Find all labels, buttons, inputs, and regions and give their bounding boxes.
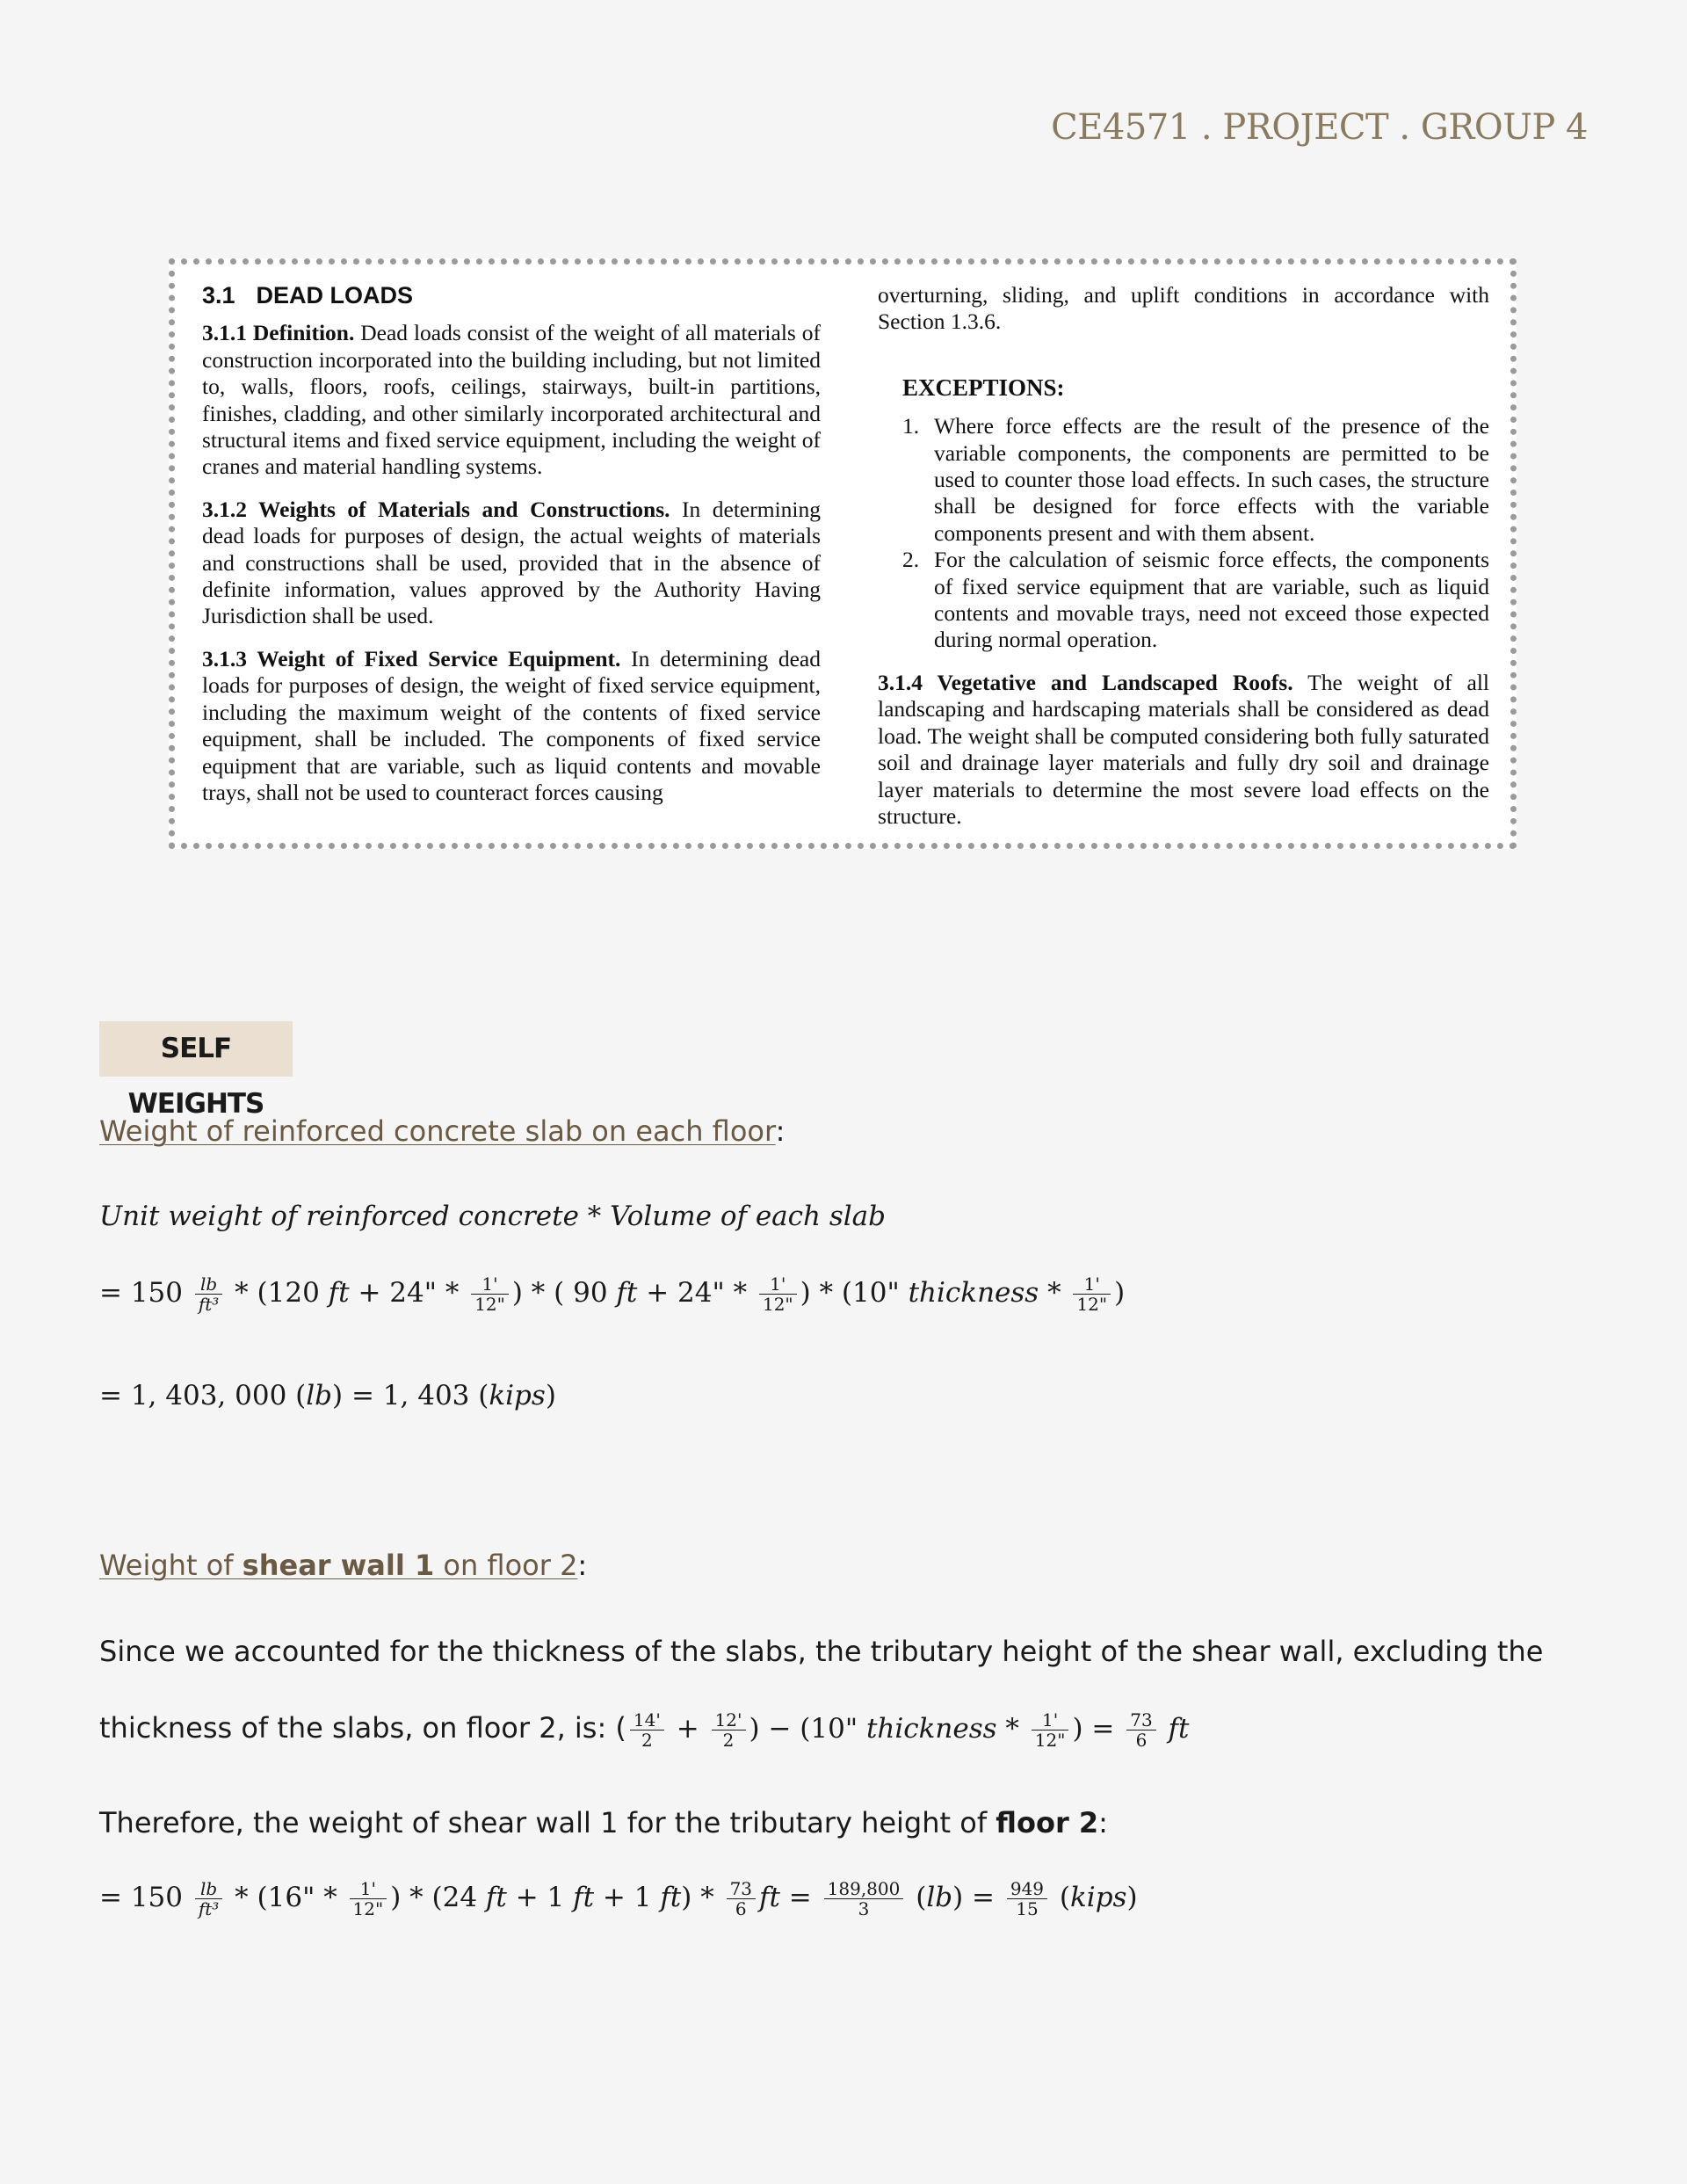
exception-item: 2. For the calculation of seismic force effects, the components of fixed service equipment that are variable, such as liquid contents and movable trays, need not exceed those expected during normal operation. — [902, 547, 1489, 653]
excerpt-left-column — [202, 282, 821, 806]
shear-wall-heading: Weight of shear wall 1 on floor 2: — [99, 1549, 588, 1582]
exceptions-title: EXCEPTIONS: — [902, 374, 1065, 401]
slab-formula-words: Unit weight of reinforced concrete * Volume of each slab — [99, 1201, 886, 1232]
para-3-1-1: 3.1.1 Definition. Dead loads consist of the weight of all materials of construction incorporated into the building including, but not limited to, walls, floors, roofs, ceilings, stairways, built-in partitions, finishes, cladding, and other similarly incorporated architectural and structural items and fixed service equipment, including the weight of cranes and material handling systems. — [202, 320, 821, 480]
shear-wall-equation: = 150 $\frac{lb}{\text{ft³}}$ * (16" * $\frac{1'}{12"}$ ) * (24 ft + 1 ft + 1 ft) * $\frac{73}{6}$ ft = $\frac{189,800}{3}$ (lb) = $\frac{949}{15}$ (kips) — [99, 1878, 1138, 1919]
exceptions-list — [878, 413, 1489, 654]
exception-item: 1. Where force effects are the result of the presence of the variable components, the components are permitted to be used to counter those load effects. In such cases, the structure shall be designed for force effects with the variable components present and with them absent. — [902, 413, 1489, 546]
shear-wall-text-1: Since we accounted for the thickness of the slabs, the tributary height of the shear wall, excluding the — [99, 1635, 1544, 1668]
shear-wall-text-2: thickness of the slabs, on floor 2, is: ( $\frac{14'}{2}$ + $\frac{12'}{2}$ ) − (10" thickness * $\frac{1'}{12"}$ ) = $\frac{73}{6}$ ft — [99, 1709, 1190, 1751]
page-header: CE4571 . PROJECT . GROUP 4 — [1051, 107, 1588, 148]
para-3-1-3: 3.1.3 Weight of Fixed Service Equipment. In determining dead loads for purposes of design, the weight of fixed service equipment, including the maximum weight of the contents of fixed service equipment, shall be included. The components of fixed service equipment that are variable, such as liquid contents and movable trays, shall not be used to counteract forces causing — [202, 645, 821, 805]
section-title: 3.1 DEAD LOADS — [202, 282, 414, 308]
slab-result: = 1, 403, 000 (lb) = 1, 403 (kips) — [99, 1380, 556, 1411]
para-3-1-2: 3.1.2 Weights of Materials and Constructions. In determining dead loads for purposes of design, the actual weights of materials and constructions shall be used, provided that in the absence of definite information, values approved by the Authority Having Jurisdiction shall be used. — [202, 496, 821, 629]
therefore-text: Therefore, the weight of shear wall 1 for the tributary height of floor 2: — [99, 1806, 1108, 1839]
slab-heading: Weight of reinforced concrete slab on each floor: — [99, 1114, 786, 1148]
slab-equation: = 150 $\frac{lb}{\text{ft³}}$ * (120 ft + 24" * $\frac{1'}{12"}$ ) * ( 90 ft + 24" * $\frac{1'}{12"}$ ) * (10" thickness * $\frac{1'}{12"}$ ) — [99, 1273, 1126, 1315]
para-3-1-4: 3.1.4 Vegetative and Landscaped Roofs. The weight of all landscaping and hardscaping materials shall be considered as dead load. The weight shall be computed considering both fully saturated soil and drainage layer materials and fully dry soil and drainage layer materials to determine the most severe load effects on the structure. — [878, 669, 1489, 829]
code-excerpt-box — [169, 258, 1517, 849]
self-weights-badge: SELF WEIGHTS — [99, 1021, 293, 1077]
excerpt-right-column — [878, 282, 1489, 830]
para-3-1-3-continued: overturning, sliding, and uplift conditions in accordance with Section 1.3.6. — [878, 282, 1489, 335]
